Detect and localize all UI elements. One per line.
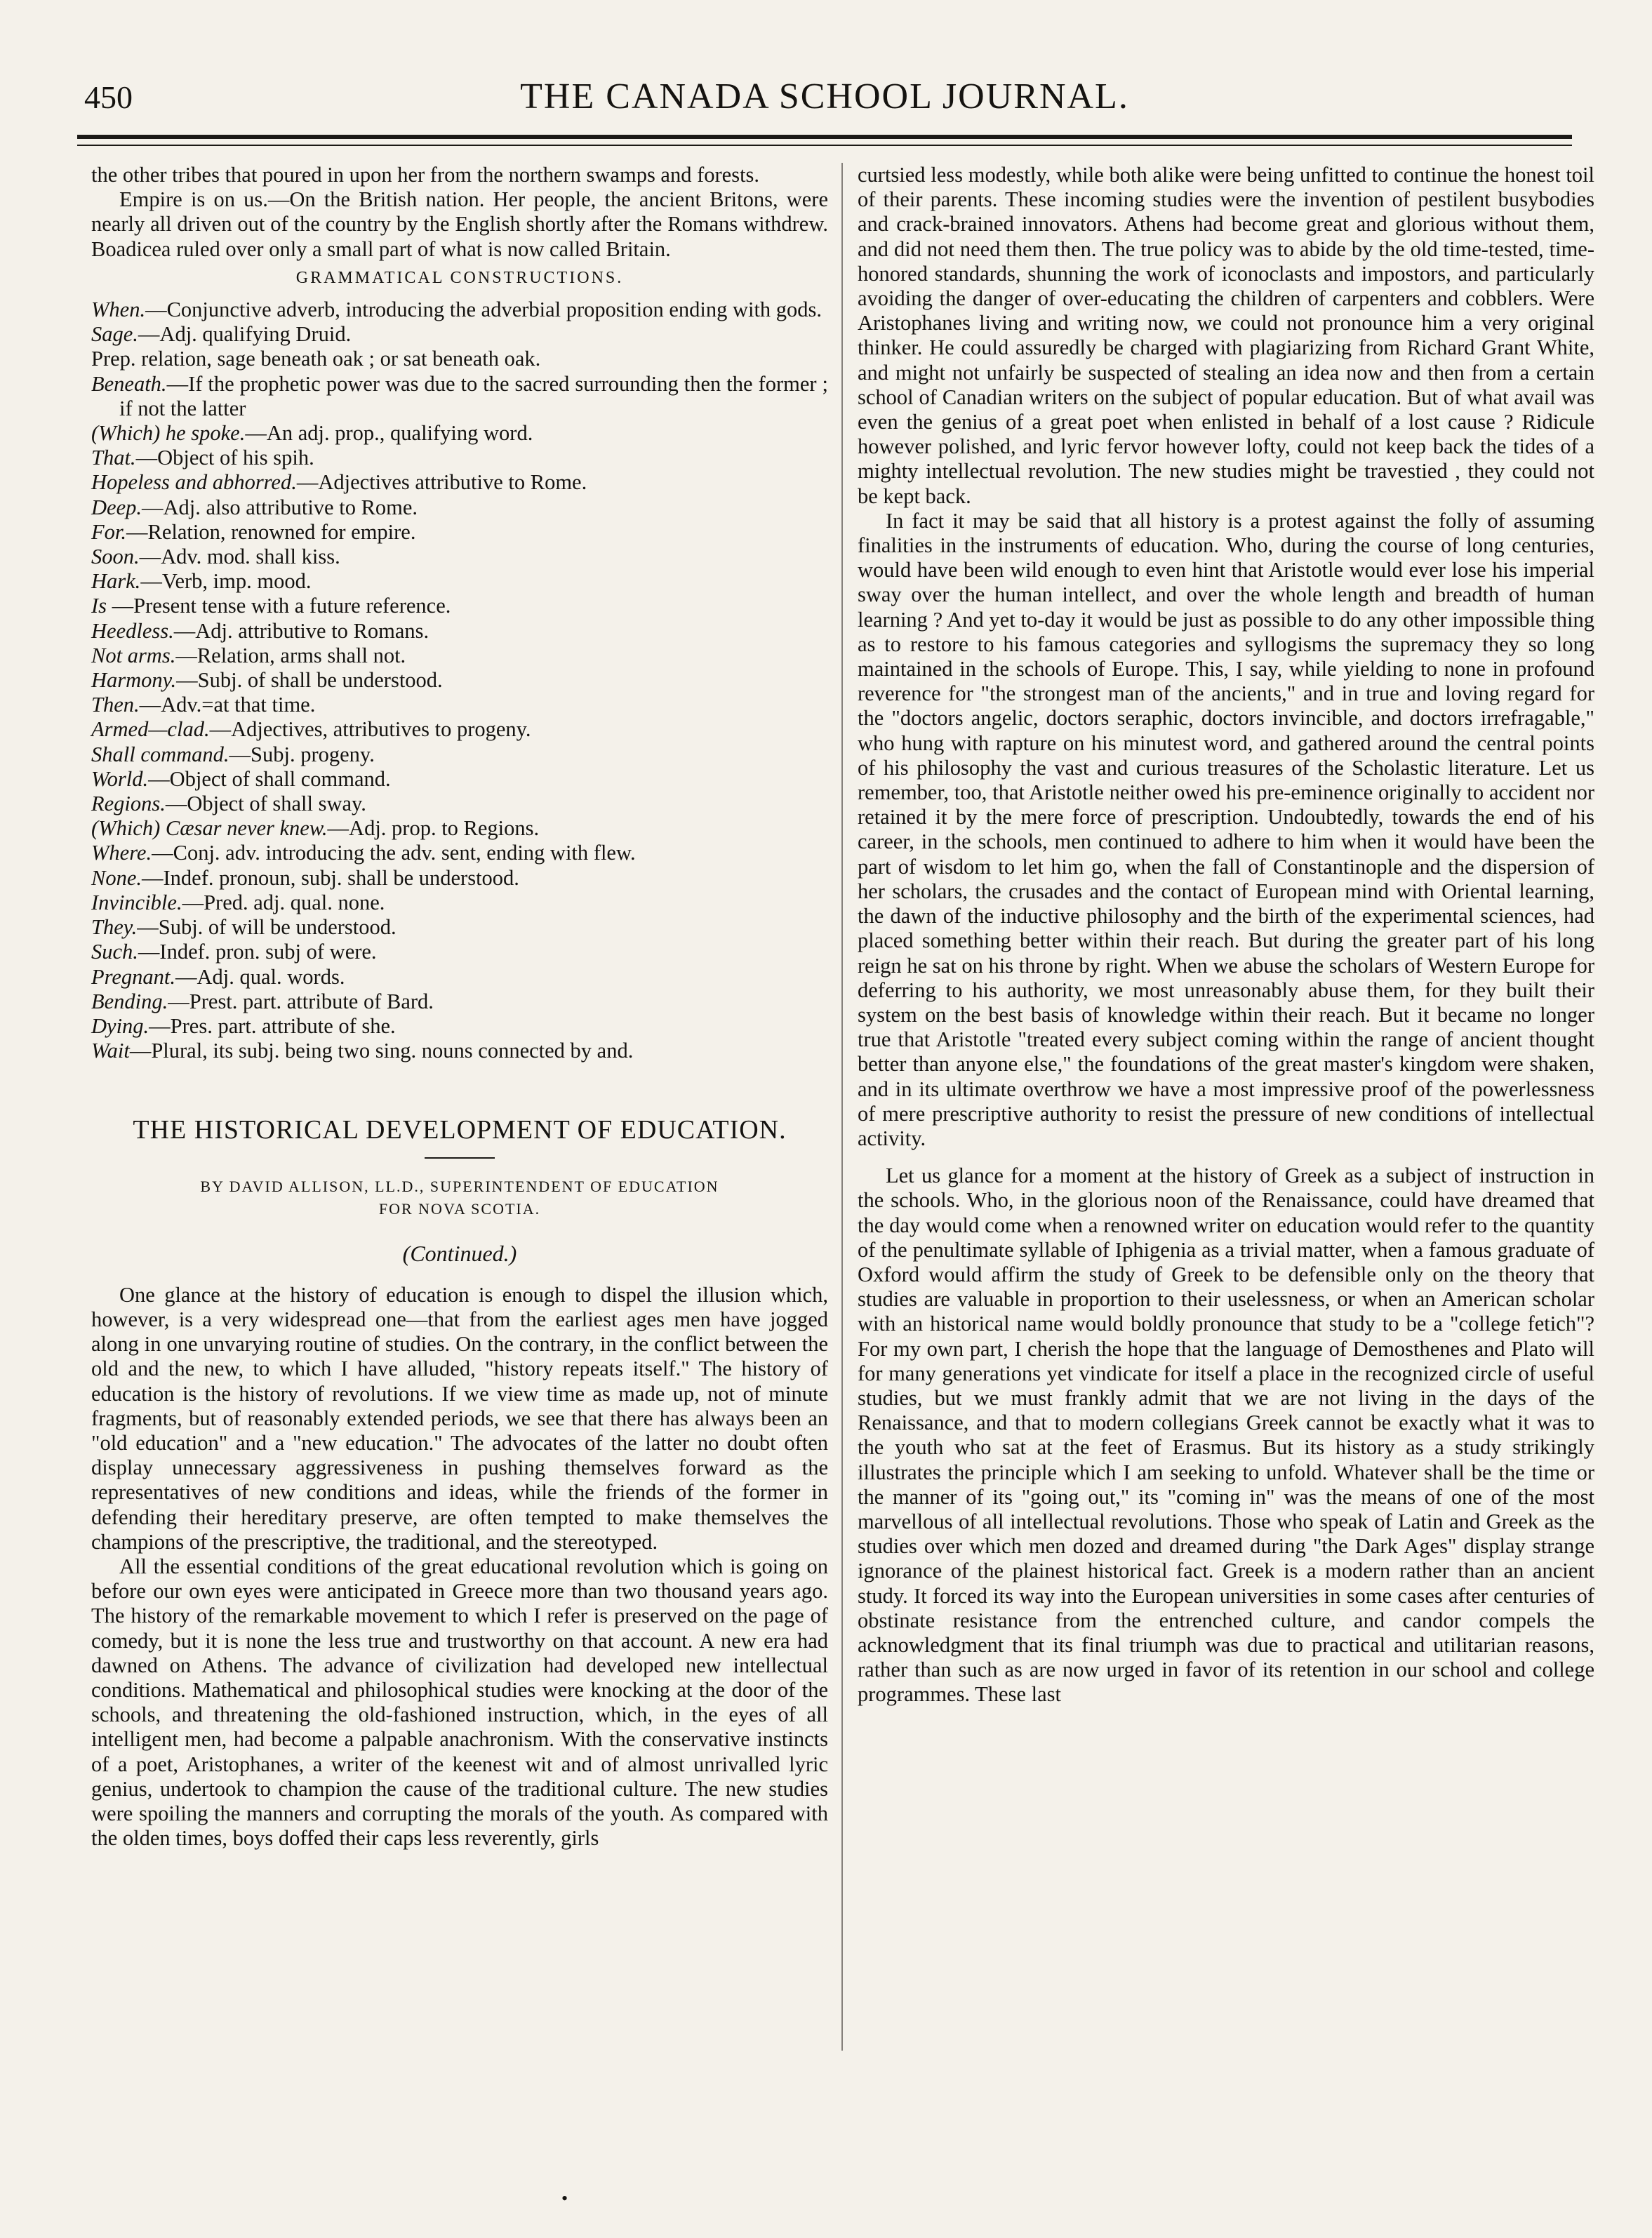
grammar-term: None. (91, 865, 142, 890)
grammar-text: —Conj. adv. introducing the adv. sent, ending with flew. (152, 841, 636, 865)
grammar-item (91, 668, 828, 693)
grammar-text: —Subj. of shall be understood. (176, 668, 443, 693)
grammar-term: Harmony. (91, 668, 177, 693)
grammar-term: Where. (91, 841, 152, 865)
grammar-term: When. (91, 298, 146, 322)
grammar-item (91, 569, 828, 594)
grammar-text: —Adjectives, attributives to progeny. (209, 717, 531, 742)
byline (91, 1175, 828, 1220)
grammar-term: Dying. (91, 1013, 149, 1038)
grammar-text: —Prest. part. attribute of Bard. (168, 989, 434, 1013)
grammar-text: —If the prophetic power was due to the sacred surrounding then the former ; if not the latter (119, 371, 828, 420)
grammar-term: Such. (91, 940, 138, 964)
grammar-item (91, 421, 828, 446)
grammar-item (91, 742, 828, 767)
grammar-text: —Relation, renowned for empire. (126, 519, 416, 544)
grammar-text: —Object of shall command. (148, 766, 391, 791)
grammar-text: —Plural, its subj. being two sing. nouns connected by and. (129, 1039, 634, 1063)
grammar-item (91, 372, 828, 421)
grammar-item (91, 446, 828, 470)
grammar-text: —Pred. adj. qual. none. (182, 890, 385, 914)
grammar-list (91, 298, 828, 1063)
grammar-term: Hopeless and abhorred. (91, 470, 297, 495)
grammar-item (91, 470, 828, 495)
grammar-text: —Subj. of will be understood. (137, 915, 397, 940)
grammar-term: Then. (91, 693, 140, 717)
article-paragraph-1: One glance at the history of education is enough to dispel the illusion which, however, is a very widespread one—that from the earliest ages men have jogged along in one unvarying routine of studies. On the contrary, in the conflict between the old and the new, to which I have alluded, "history repeats itself." The history of education is the history of revolutions. If we view time as made up, not of minute fragments, but of reasonably extended periods, we see that there has always been an "old education" and a "new education." The advocates of the latter no doubt often display unnecessary aggressiveness in pushing themselves forward as the representatives of new conditions and ideas, while the friends of the former in defending their hereditary preserve, are often tempted to make themselves the champions of the prescriptive, the traditional, and the stereotyped. (91, 1282, 828, 1554)
grammar-item (91, 717, 828, 742)
grammar-term: Invincible. (91, 890, 182, 914)
grammar-item (91, 792, 828, 816)
grammar-item (91, 347, 828, 371)
grammar-item (91, 816, 828, 841)
grammar-term: Is (91, 594, 107, 618)
grammar-item (91, 644, 828, 668)
byline-line-2: FOR NOVA SCOTIA. (378, 1199, 541, 1218)
grammar-item (91, 990, 828, 1014)
article-title: THE HISTORICAL DEVELOPMENT OF EDUCATION. (133, 1115, 787, 1145)
grammar-text: —Adj. attributive to Romans. (173, 618, 429, 643)
grammar-term: Soon. (91, 545, 140, 569)
grammar-item (91, 545, 828, 569)
grammar-item (91, 940, 828, 964)
title-rule (425, 1157, 495, 1159)
header-rule-thick (77, 135, 1572, 139)
grammar-term: Hark. (91, 569, 141, 594)
grammar-item (91, 1014, 828, 1039)
continued-label: (Continued.) (402, 1240, 517, 1266)
grammar-item (91, 965, 828, 990)
grammar-text: —Relation, arms shall not. (175, 643, 406, 667)
grammar-term: Heedless. (91, 618, 174, 643)
grammar-text: —Subj. progeny. (229, 742, 375, 766)
grammar-text: —Adjectives attributive to Rome. (296, 470, 587, 495)
right-paragraph-1: curtsied less modestly, while both alike were being unfitted to continue the honest toil of their parents. These incoming studies were the invention of pestilent busybodies and crack-brained innovators. Athens had become great and glorious without them, and did not need them then. The true policy was to abide by the old time-tested, time-honored standards, shunning the work of iconoclasts and impostors, and particularly avoiding the danger of over-educating the children of carpenters and cobblers. Were Aristophanes living and writing now, we could not pronounce him a very original thinker. He could assuredly be charged with plagiarizing from Richard Grant White, and might not unfairly be suspected of stealing an idea now and then from a certain school of Canadian writers on the subject of popular education. But of what avail was even the genius of a great poet when enlisted in behalf of a lost cause ? Ridicule however polished, and lyric fervor however lofty, could not keep back the tides of a mighty intellectual revolution. The new studies might be travestied , they could not be kept back. (858, 163, 1594, 508)
grammar-text: —Present tense with a future reference. (107, 594, 451, 618)
article-paragraph-2: All the essential conditions of the great educational revolution which is going on before our own eyes were anticipated in Greece more than two thousand years ago. The history of the remarkable movement to which I refer is preserved on the page of comedy, but it is none the less true and trustworthy on that account. A new era had dawned on Athens. The advance of civilization had developed new intellectual conditions. Mathematical and philosophical studies were knocking at the door of the schools, and threatening the old-fashioned instruction, which, in the eyes of all intelligent men, had become a palpable anachronism. With the conservative instincts of a poet, Aristophanes, a writer of the keenest wit and of almost unrivalled lyric genius, undertook to champion the cause of the traditional culture. The new studies were spoiling the manners and corrupting the morals of the youth. As compared with the olden times, boys doffed their caps less reverently, girls (91, 1554, 828, 1851)
grammar-item (91, 841, 828, 865)
grammar-text: —Adj. prop. to Regions. (327, 816, 540, 841)
grammar-term: Regions. (91, 792, 166, 816)
running-title: THE CANADA SCHOOL JOURNAL. (520, 76, 1129, 116)
right-paragraph-3: Let us glance for a moment at the history of Greek as a subject of instruction in the schools. Who, in the glorious noon of the Renaissance, could have dreamed that the day would come when a renowned writer on education would refer to the quantity of the penultimate syllable of Iphigenia as a trivial matter, when a famous graduate of Oxford would affirm the study of Greek to be defensible only on the theory that studies are valuable in proportion to their uselessness, or when an American scholar with an historical name would boldly pronounce that study to be a "college fetich"? For my own part, I cherish the hope that the language of Demosthenes and Plato will for many generations yet vindicate for itself a place in the recognized circle of useful studies, but we must frankly admit that we are not living in the days of the Renaissance, and that to modern collegians Greek cannot be exactly what it was to the youth who sat at the feet of Erasmus. But its history as a study strikingly illustrates the principle which I am seeking to unfold. Whatever shall be the time or the manner of its "going out," its "coming in" was the means of one of the most marvellous of all intellectual revolutions. Those who speak of Latin and Greek as the studies over which men dozed and dreamed during "the Dark Ages" display strange ignorance of the plainest historical fact. Greek is a modern rather than an ancient study. It forced its way into the European universities in some cases after centuries of obstinate resistance from the entrenched culture, and candor compels the acknowledgment that its final triumph was due to practical and utilitarian reasons, rather than such as are now urged in favor of its retention in our school and college programmes. These last (858, 1164, 1594, 1707)
page-header (70, 69, 1579, 125)
grammar-term: That. (91, 446, 136, 470)
grammar-item (91, 594, 828, 618)
grammar-term: (Which) Cæsar never knew. (91, 816, 328, 841)
grammar-text: —Object of shall sway. (165, 792, 366, 816)
grammar-text: —Adj. qual. words. (175, 964, 345, 989)
footer-bullet: • (561, 2188, 568, 2209)
grammar-text: —Adj. also attributive to Rome. (141, 495, 418, 519)
grammar-term: Shall command. (91, 742, 229, 766)
grammar-text: —Adv.=at that time. (139, 693, 316, 717)
grammar-item (91, 866, 828, 891)
grammar-term: Deep. (91, 495, 142, 519)
grammar-term: Beneath. (91, 371, 167, 396)
left-column (91, 163, 828, 1851)
grammar-item (91, 891, 828, 915)
header-rule-thin (77, 145, 1572, 146)
empire-note: Empire is on us.—On the British nation. Her people, the ancient Britons, were nearly all driven out of the country by the English shortly after the Romans withdrew. Boadicea ruled over only a small part of what is now called Britain. (91, 187, 828, 261)
grammar-term: Not arms. (91, 643, 176, 667)
grammar-item (91, 619, 828, 644)
right-column (858, 163, 1594, 1707)
grammar-text: —Object of his spih. (135, 446, 314, 470)
grammar-item (91, 1039, 828, 1063)
grammar-text: —Adj. qualifying Druid. (138, 322, 352, 347)
grammar-item (91, 693, 828, 717)
column-divider (841, 163, 843, 2051)
grammar-term: Sage. (91, 322, 138, 347)
grammar-item (91, 298, 828, 322)
grammar-heading: GRAMMATICAL CONSTRUCTIONS. (295, 268, 624, 287)
grammar-term: World. (91, 766, 149, 791)
page-number: 450 (84, 79, 133, 115)
right-paragraph-2: In fact it may be said that all history is a protest against the folly of assuming finalities in the instruments of education. Who, during the course of long centuries, would have been wild enough to even hint that Aristotle would ever lose his imperial sway over the human intellect, and over the whole length and breadth of human learning ? And yet to-day it would be just as possible to do any other impossible thing as to restore to his famous categories and syllogisms the supremacy they so long maintained in the schools of Europe. This, I say, while yielding to none in profound reverence for "the strongest man of the ancients," and in true and loving regard for the "doctors angelic, doctors seraphic, doctors invincible, and doctors irrefragable," who hung with rapture on his minutest word, and gathered around the central points of his philosophy the vast and curious treasures of the Scholastic literature. Let us remember, too, that Aristotle neither owed his pre-eminence originally to accident nor retained it by the mere force of prescription. Undoubtedly, towards the end of his career, in the schools, men continued to adhere to him when it would have been the part of wisdom to let him go, when the fall of Constantinople and the dispersion of her scholars, the crusades and the contact of European mind with Oriental learning, the dawn of the inductive philosophy and the birth of the experimental sciences, had placed something better within their reach. But during the greater part of his long reign he sat on his throne by right. When we abuse the scholars of Western Europe for deferring to his authority, we most unreasonably abuse them, for they built their system on the best basis of knowledge within their reach. But it became no longer true that Aristotle "treated every subject coming within the range of ancient thought better than anyone else," the foundations of the great master's kingdom were shaken, and in its ultimate overthrow we have a most impressive proof of the powerlessness of mere prescriptive authority to resist the pressure of new conditions of intellectual activity. (858, 508, 1594, 1150)
grammar-term: Bending. (91, 989, 168, 1013)
grammar-term: (Which) he spoke. (91, 421, 246, 446)
grammar-text: —Conjunctive adverb, introducing the adverbial proposition ending with gods. (145, 298, 822, 322)
grammar-item (91, 915, 828, 940)
grammar-term: For. (91, 519, 126, 544)
grammar-text: —Pres. part. attribute of she. (149, 1013, 396, 1038)
grammar-item (91, 322, 828, 347)
grammar-term: Armed—clad. (91, 717, 210, 742)
grammar-text: —Adv. mod. shall kiss. (139, 545, 340, 569)
grammar-term: Wait (91, 1039, 130, 1063)
grammar-text: —An adj. prop., qualifying word. (245, 421, 533, 446)
grammar-text: —Indef. pron. subj of were. (138, 940, 377, 964)
grammar-item (91, 520, 828, 545)
grammar-term: Pregnant. (91, 964, 176, 989)
grammar-term: They. (91, 915, 138, 940)
grammar-text: Prep. relation, sage beneath oak ; or sat beneath oak. (91, 347, 541, 371)
byline-line-1: BY DAVID ALLISON, LL.D., SUPERINTENDENT OF EDUCATION (200, 1177, 719, 1195)
grammar-text: —Verb, imp. mood. (140, 569, 312, 594)
grammar-item (91, 495, 828, 520)
grammar-item (91, 767, 828, 792)
grammar-text: —Indef. pronoun, subj. shall be understood. (142, 865, 519, 890)
opening-fragment: the other tribes that poured in upon her from the northern swamps and forests. (91, 163, 760, 187)
